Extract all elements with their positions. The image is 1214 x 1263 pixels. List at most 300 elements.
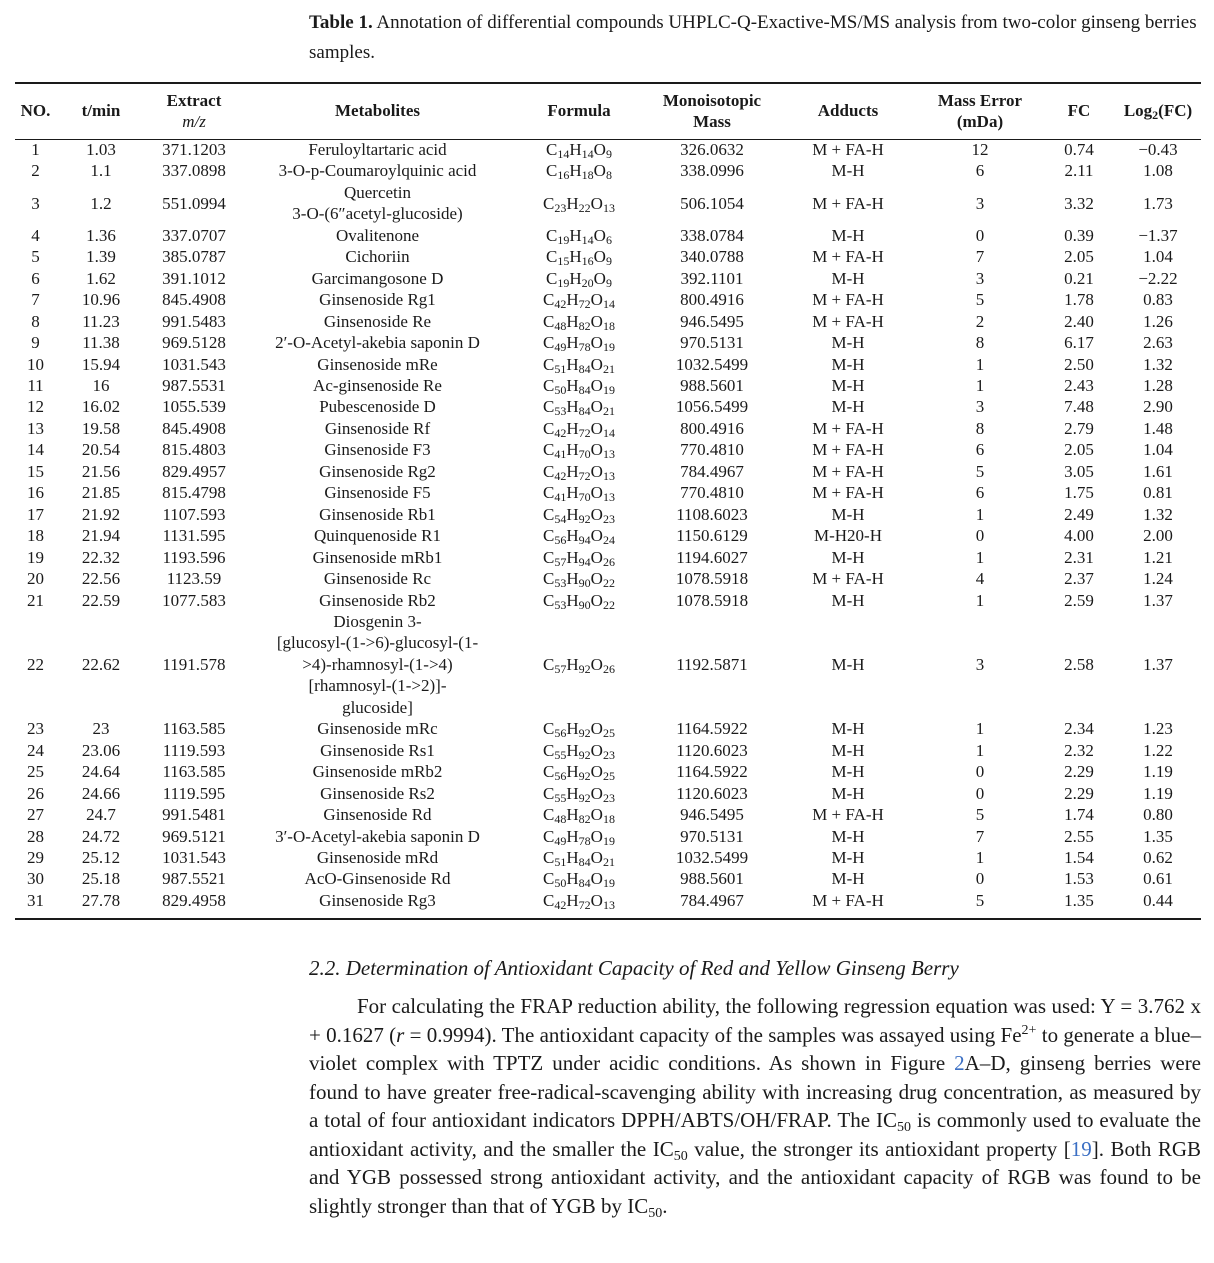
header-mz-label: m/z: [182, 111, 206, 131]
cell-metabolite: Ginsenoside Rf: [324, 418, 431, 438]
cell-mass-error: 4: [975, 569, 985, 589]
formula-subscript: 72: [578, 897, 591, 912]
table-row: [15, 439, 1201, 460]
formula-subscript: 42: [554, 297, 567, 312]
formula-subscript: 49: [554, 833, 567, 848]
cell-extract-mz: 1031.543: [162, 847, 226, 867]
cell-mass-error: 1: [975, 547, 985, 567]
cell-monoisotopic-mass: 1120.6023: [676, 740, 748, 760]
cell-tmin: 23: [92, 719, 110, 739]
cell-formula: $C_{14}H_{14}O_9$: [546, 140, 612, 161]
cell-log2fc: 0.61: [1143, 869, 1173, 889]
table-row: [15, 482, 1201, 503]
cell-metabolite: AcO-Ginsenoside Rd: [304, 869, 451, 889]
formula-subscript: 19: [602, 876, 615, 891]
cell-monoisotopic-mass: 1032.5499: [675, 847, 749, 867]
cell-adduct: M-H: [831, 354, 865, 374]
cell-formula: $C_{57}H_{94}O_{26}$: [543, 547, 615, 569]
cell-mass-error: 5: [975, 290, 985, 310]
cell-monoisotopic-mass: 1192.5871: [676, 654, 748, 674]
cell-formula: $C_{19}H_{14}O_6$: [546, 225, 612, 247]
cell-fc: 0.74: [1064, 140, 1094, 159]
formula-subscript: 84: [578, 404, 591, 419]
cell-formula: $C_{56}H_{94}O_{24}$: [543, 526, 615, 548]
paragraph-text-7: .: [662, 1193, 668, 1218]
cell-fc: 2.59: [1064, 590, 1094, 610]
paragraph-text-6: ]. Both RGB and YGB possessed strong antioxidant activity, and the antioxidant capacity of RGB was found to be slightly stronger than that of YGB by IC: [309, 1136, 1202, 1218]
cell-extract-mz: 1191.578: [162, 654, 226, 674]
paragraph-text-4: is commonly used to evaluate the antioxidant activity, and the smaller the IC: [309, 1108, 1201, 1161]
table-row: [15, 332, 1201, 353]
cell-extract-mz: 385.0787: [162, 247, 226, 267]
cell-no: 11: [27, 375, 44, 395]
cell-monoisotopic-mass: 946.5495: [680, 805, 744, 825]
formula-subscript: 49: [554, 340, 567, 355]
cell-formula: $C_{41}H_{70}O_{13}$: [543, 483, 615, 505]
cell-tmin: 15.94: [81, 354, 121, 374]
formula-subscript: 50: [554, 382, 567, 397]
cell-formula: $C_{53}H_{84}O_{21}$: [543, 397, 615, 419]
formula-subscript: 14: [602, 425, 615, 440]
cell-mass-error: 3: [975, 654, 985, 674]
cell-metabolite: Ginsenoside mRd: [316, 847, 439, 867]
cell-monoisotopic-mass: 1164.5922: [676, 762, 748, 782]
table-row: [15, 504, 1201, 525]
cell-no: 10: [27, 354, 44, 374]
cell-tmin: 21.92: [81, 504, 121, 524]
cell-formula: $C_{42}H_{72}O_{13}$: [543, 890, 615, 912]
cell-log2fc: 0.80: [1143, 805, 1173, 825]
header-adducts: Adducts: [817, 101, 879, 120]
table-row: [15, 246, 1201, 267]
formula-subscript: 22: [602, 597, 615, 612]
cell-extract-mz: 829.4957: [162, 461, 226, 481]
formula-subscript: 41: [554, 447, 567, 462]
formula-subscript: 9: [605, 254, 612, 269]
table-header-row: [15, 86, 1201, 135]
formula-subscript: 13: [602, 897, 615, 912]
cell-mass-error: 8: [975, 418, 985, 438]
cell-mass-error: 12: [971, 140, 989, 159]
cell-metabolite: Ginsenoside Rc: [323, 569, 432, 589]
cell-tmin: 16.02: [81, 397, 121, 417]
cell-tmin: 11.23: [82, 311, 120, 331]
cell-adduct: M + FA-H: [812, 247, 884, 267]
formula-subscript: 72: [578, 297, 591, 312]
ic50-subscript: 50: [673, 1148, 688, 1164]
formula-subscript: 92: [578, 661, 591, 676]
cell-log2fc: 1.73: [1143, 193, 1173, 213]
cell-tmin: 24.66: [81, 783, 121, 803]
cell-fc: 2.37: [1064, 569, 1094, 589]
table-row: [15, 311, 1201, 332]
cell-metabolite: Ginsenoside F5: [324, 483, 431, 503]
cell-extract-mz: 815.4798: [162, 483, 226, 503]
cell-log2fc: 1.32: [1143, 504, 1173, 524]
formula-subscript: 21: [602, 361, 615, 376]
table-row: [15, 375, 1201, 396]
cell-tmin: 24.7: [86, 805, 116, 825]
formula-subscript: 19: [602, 833, 615, 848]
cell-tmin: 22.59: [81, 590, 121, 610]
cell-monoisotopic-mass: 970.5131: [680, 333, 744, 353]
formula-subscript: 84: [578, 361, 591, 376]
cell-monoisotopic-mass: 800.4916: [680, 290, 744, 310]
formula-subscript: 14: [602, 297, 615, 312]
cell-adduct: M-H: [831, 869, 865, 889]
cell-fc: 0.21: [1064, 268, 1094, 288]
cell-no: 17: [27, 504, 44, 524]
cell-log2fc: 1.08: [1143, 161, 1173, 181]
cell-adduct: M + FA-H: [812, 440, 884, 460]
table-row: [15, 547, 1201, 568]
cell-metabolite: Ginsenoside mRb2: [312, 762, 443, 782]
cell-extract-mz: 991.5483: [162, 311, 226, 331]
formula-subscript: 20: [581, 275, 594, 290]
cell-fc: 2.29: [1064, 762, 1094, 782]
cell-log2fc: 1.23: [1143, 719, 1173, 739]
cell-fc: 1.53: [1064, 869, 1094, 889]
cell-adduct: M-H: [831, 783, 865, 803]
cell-extract-mz: 987.5531: [162, 375, 226, 395]
cell-log2fc: 1.37: [1143, 590, 1173, 610]
cell-monoisotopic-mass: 784.4967: [680, 890, 744, 910]
cell-extract-mz: 1163.585: [162, 719, 226, 739]
cell-tmin: 1.03: [86, 140, 116, 159]
cell-adduct: M-H: [831, 225, 865, 245]
header-mass-label: Mass: [693, 111, 731, 131]
cell-tmin: 22.56: [81, 569, 121, 589]
cell-mass-error: 0: [975, 762, 985, 782]
cell-metabolite: Quercetin 3-O-(6″acetyl-glucoside): [292, 182, 463, 224]
formula-subscript: 92: [578, 726, 591, 741]
cell-no: 15: [27, 461, 44, 481]
cell-tmin: 16: [92, 375, 110, 395]
cell-mass-error: 5: [975, 890, 985, 910]
cell-adduct: M-H: [831, 397, 865, 417]
cell-formula: $C_{23}H_{22}O_{13}$: [543, 193, 615, 215]
formula-subscript: 22: [602, 576, 615, 591]
cell-tmin: 11.38: [82, 333, 120, 353]
cell-extract-mz: 337.0898: [162, 161, 226, 181]
cell-extract-mz: 371.1203: [162, 140, 226, 159]
table-row: [15, 804, 1201, 825]
header-extract-mz: [146, 86, 242, 135]
cell-no: 8: [31, 311, 40, 331]
cell-fc: 3.05: [1064, 461, 1094, 481]
paragraph-text-1b: = 0.9994). The antioxidant capacity of the samples was assayed using Fe: [404, 1022, 1022, 1047]
cell-extract-mz: 1123.59: [166, 569, 222, 589]
cell-metabolite: Ginsenoside mRb1: [312, 547, 443, 567]
header-mono-label: Monoisotopic: [662, 90, 762, 110]
cell-log2fc: 1.28: [1143, 375, 1173, 395]
cell-log2fc: 0.44: [1143, 890, 1173, 910]
table-top-rule: [15, 82, 1201, 84]
table-caption: [309, 8, 1204, 68]
cell-no: 16: [27, 483, 44, 503]
cell-no: 22: [27, 654, 44, 674]
cell-mass-error: 1: [975, 847, 985, 867]
cell-adduct: M + FA-H: [812, 569, 884, 589]
cell-no: 30: [27, 869, 44, 889]
cell-formula: $C_{51}H_{84}O_{21}$: [543, 847, 615, 869]
cell-metabolite: Ginsenoside Rb2: [319, 590, 436, 610]
cell-mass-error: 1: [975, 375, 985, 395]
formula-subscript: 56: [554, 726, 567, 741]
cell-fc: 2.32: [1064, 740, 1094, 760]
formula-subscript: 14: [581, 147, 594, 161]
figure-link[interactable]: 2: [954, 1051, 965, 1075]
table-row: [15, 783, 1201, 804]
cell-fc: 1.54: [1064, 847, 1094, 867]
cell-metabolite: Ac-ginsenoside Re: [313, 375, 442, 395]
cell-formula: $C_{56}H_{92}O_{25}$: [543, 762, 615, 784]
cell-fc: 2.05: [1064, 440, 1094, 460]
citation-link[interactable]: 19: [1070, 1136, 1092, 1161]
formula-subscript: 82: [578, 812, 591, 827]
cell-monoisotopic-mass: 988.5601: [680, 375, 744, 395]
formula-subscript: 72: [578, 425, 591, 440]
cell-no: 31: [27, 890, 44, 910]
formula-subscript: 53: [554, 597, 567, 612]
table-row: [15, 396, 1201, 417]
formula-subscript: 42: [554, 897, 567, 912]
formula-subscript: 41: [554, 490, 567, 505]
cell-extract-mz: 1119.595: [162, 783, 226, 803]
cell-formula: $C_{15}H_{16}O_9$: [546, 247, 612, 269]
formula-subscript: 48: [554, 318, 567, 333]
table-row: [15, 740, 1201, 761]
cell-metabolite: Ginsenoside mRe: [317, 354, 438, 374]
formula-subscript: 16: [581, 254, 594, 269]
cell-no: 9: [31, 333, 40, 353]
cell-tmin: 25.18: [81, 869, 121, 889]
cell-tmin: 23.06: [81, 740, 121, 760]
cell-adduct: M + FA-H: [812, 140, 884, 159]
cell-fc: 2.55: [1064, 826, 1094, 846]
formula-subscript: 23: [554, 200, 567, 215]
table-row: [15, 354, 1201, 375]
cell-formula: $C_{48}H_{82}O_{18}$: [543, 311, 615, 333]
cell-formula: $C_{53}H_{90}O_{22}$: [543, 590, 615, 612]
cell-mass-error: 3: [975, 397, 985, 417]
cell-no: 6: [31, 268, 40, 288]
cell-fc: 2.31: [1064, 547, 1094, 567]
cell-mass-error: 6: [975, 440, 985, 460]
paragraph-text-1: For calculating the FRAP reduction ability, the following regression equation was used: Y = 3.762 x + 0.1627 (: [309, 994, 1201, 1047]
cell-metabolite: Garcimangosone D: [311, 268, 444, 288]
paragraph-r-symbol: r: [396, 1022, 405, 1047]
cell-monoisotopic-mass: 338.0996: [680, 161, 744, 181]
cell-metabolite: 3-O-p-Coumaroylquinic acid: [278, 161, 477, 181]
formula-subscript: 42: [554, 425, 567, 440]
paragraph-text-2: to generate a blue–violet complex with TPTZ under acidic conditions. As shown in Figure: [309, 1022, 1201, 1075]
compounds-table: [15, 86, 1201, 911]
cell-log2fc: 1.61: [1143, 461, 1173, 481]
formula-subscript: 54: [554, 511, 567, 526]
formula-subscript: 23: [602, 747, 615, 762]
cell-no: 29: [27, 847, 44, 867]
cell-log2fc: 1.24: [1143, 569, 1173, 589]
cell-no: 24: [27, 740, 44, 760]
cell-formula: $C_{42}H_{72}O_{13}$: [543, 461, 615, 483]
cell-tmin: 22.62: [81, 654, 121, 674]
cell-formula: $C_{53}H_{90}O_{22}$: [543, 569, 615, 591]
formula-subscript: 14: [581, 232, 594, 247]
header-tmin: t/min: [81, 101, 121, 120]
formula-subscript: 19: [557, 275, 570, 290]
cell-log2fc: 1.35: [1143, 826, 1173, 846]
cell-no: 20: [27, 569, 44, 589]
formula-subscript: 25: [602, 726, 615, 741]
table-row: [15, 182, 1201, 225]
table-row: [15, 761, 1201, 782]
formula-subscript: 82: [578, 318, 591, 333]
header-formula: Formula: [547, 101, 611, 120]
formula-subscript: 9: [605, 275, 612, 290]
cell-formula: $C_{16}H_{18}O_8$: [546, 161, 612, 183]
cell-no: 3: [31, 193, 40, 213]
cell-adduct: M-H: [831, 654, 865, 674]
cell-metabolite: Ovalitenone: [335, 225, 420, 245]
cell-metabolite: Quinquenoside R1: [313, 526, 442, 546]
cell-extract-mz: 1193.596: [162, 547, 226, 567]
cell-metabolite: Ginsenoside Rg1: [319, 290, 436, 310]
cell-adduct: M-H: [831, 826, 865, 846]
cell-monoisotopic-mass: 506.1054: [680, 193, 744, 213]
cell-adduct: M-H20-H: [814, 526, 882, 546]
cell-extract-mz: 1131.595: [162, 526, 226, 546]
cell-no: 5: [31, 247, 40, 267]
formula-subscript: 50: [554, 876, 567, 891]
cell-extract-mz: 845.4908: [162, 418, 226, 438]
cell-tmin: 27.78: [81, 890, 121, 910]
formula-subscript: 92: [578, 769, 591, 784]
cell-adduct: M + FA-H: [812, 805, 884, 825]
cell-no: 18: [27, 526, 44, 546]
section-heading: 2.2. Determination of Antioxidant Capacity of Red and Yellow Ginseng Berry: [309, 956, 959, 980]
header-mda-label: (mDa): [956, 111, 1004, 131]
cell-extract-mz: 829.4958: [162, 890, 226, 910]
cell-formula: $C_{41}H_{70}O_{13}$: [543, 440, 615, 462]
caption-text: Annotation of differential compounds UHPLC-Q-Exactive-MS/MS analysis from two-color ginseng berries samples.: [309, 12, 1197, 63]
formula-subscript: 8: [605, 168, 612, 183]
formula-subscript: 70: [578, 490, 591, 505]
formula-subscript: 23: [602, 511, 615, 526]
paragraph-text-3: A–D, ginseng berries were found to have greater free-radical-scavenging ability with increasing drug concentration, as measured by a total of four antioxidant indicators DPPH/ABTS/OH/FRAP. The IC: [309, 1051, 1202, 1132]
formula-subscript: 26: [602, 554, 615, 569]
table-row: [15, 890, 1201, 911]
cell-extract-mz: 969.5128: [162, 333, 226, 353]
cell-log2fc: −1.37: [1138, 225, 1178, 245]
formula-subscript: 90: [578, 597, 591, 612]
cell-log2fc: 0.83: [1143, 290, 1173, 310]
cell-metabolite: Cichoriin: [345, 247, 410, 267]
cell-formula: $C_{51}H_{84}O_{21}$: [543, 354, 615, 376]
formula-subscript: 53: [554, 576, 567, 591]
cell-mass-error: 1: [975, 504, 985, 524]
cell-formula: $C_{50}H_{84}O_{19}$: [543, 869, 615, 891]
log2-subscript: 2: [1152, 108, 1159, 122]
cell-log2fc: 2.90: [1143, 397, 1173, 417]
formula-subscript: 23: [602, 790, 615, 805]
cell-extract-mz: 1055.539: [162, 397, 226, 417]
cell-no: 23: [27, 719, 44, 739]
formula-subscript: 14: [557, 147, 570, 161]
table-row: [15, 868, 1201, 889]
cell-adduct: M + FA-H: [812, 193, 884, 213]
formula-subscript: 72: [578, 468, 591, 483]
formula-subscript: 21: [602, 404, 615, 419]
formula-subscript: 19: [602, 382, 615, 397]
cell-metabolite: Ginsenoside Re: [323, 311, 432, 331]
cell-mass-error: 0: [975, 869, 985, 889]
cell-tmin: 21.94: [81, 526, 121, 546]
cell-adduct: M-H: [831, 504, 865, 524]
cell-mass-error: 1: [975, 590, 985, 610]
cell-adduct: M-H: [831, 375, 865, 395]
cell-formula: $C_{42}H_{72}O_{14}$: [543, 290, 615, 312]
table-row: [15, 826, 1201, 847]
cell-tmin: 10.96: [81, 290, 121, 310]
cell-adduct: M + FA-H: [812, 418, 884, 438]
cell-adduct: M-H: [831, 740, 865, 760]
cell-formula: $C_{48}H_{82}O_{18}$: [543, 805, 615, 827]
formula-subscript: 19: [602, 340, 615, 355]
cell-mass-error: 8: [975, 333, 985, 353]
formula-subscript: 15: [557, 254, 570, 269]
cell-monoisotopic-mass: 784.4967: [680, 461, 744, 481]
ic50-subscript: 50: [648, 1205, 663, 1221]
cell-fc: 1.74: [1064, 805, 1094, 825]
header-masserr-label: Mass Error: [937, 90, 1023, 110]
cell-mass-error: 3: [975, 268, 985, 288]
table-row: [15, 225, 1201, 246]
cell-log2fc: 1.26: [1143, 311, 1173, 331]
cell-no: 25: [27, 762, 44, 782]
cell-monoisotopic-mass: 1164.5922: [676, 719, 748, 739]
table-row: [15, 461, 1201, 482]
cell-fc: 6.17: [1064, 333, 1094, 353]
cell-log2fc: 1.19: [1143, 783, 1173, 803]
cell-fc: 2.40: [1064, 311, 1094, 331]
cell-adduct: M-H: [831, 847, 865, 867]
table-row: [15, 568, 1201, 589]
formula-subscript: 13: [602, 447, 615, 462]
cell-fc: 2.50: [1064, 354, 1094, 374]
cell-tmin: 1.62: [86, 268, 116, 288]
cell-log2fc: 2.63: [1143, 333, 1173, 353]
cell-fc: 4.00: [1064, 526, 1094, 546]
cell-extract-mz: 845.4908: [162, 290, 226, 310]
cell-tmin: 24.64: [81, 762, 121, 782]
cell-tmin: 20.54: [81, 440, 121, 460]
cell-fc: 1.78: [1064, 290, 1094, 310]
cell-monoisotopic-mass: 326.0632: [680, 140, 744, 159]
formula-subscript: 94: [578, 554, 591, 569]
formula-subscript: 92: [578, 790, 591, 805]
cell-log2fc: −0.43: [1138, 140, 1178, 159]
formula-subscript: 57: [554, 554, 567, 569]
section-paragraph: [309, 992, 1201, 1220]
cell-log2fc: 1.48: [1143, 418, 1173, 438]
cell-extract-mz: 987.5521: [162, 869, 226, 889]
cell-formula: $C_{49}H_{78}O_{19}$: [543, 333, 615, 355]
cell-adduct: M + FA-H: [812, 890, 884, 910]
formula-subscript: 55: [554, 790, 567, 805]
header-extract-label: Extract: [166, 90, 222, 110]
header-no: NO.: [20, 101, 51, 120]
